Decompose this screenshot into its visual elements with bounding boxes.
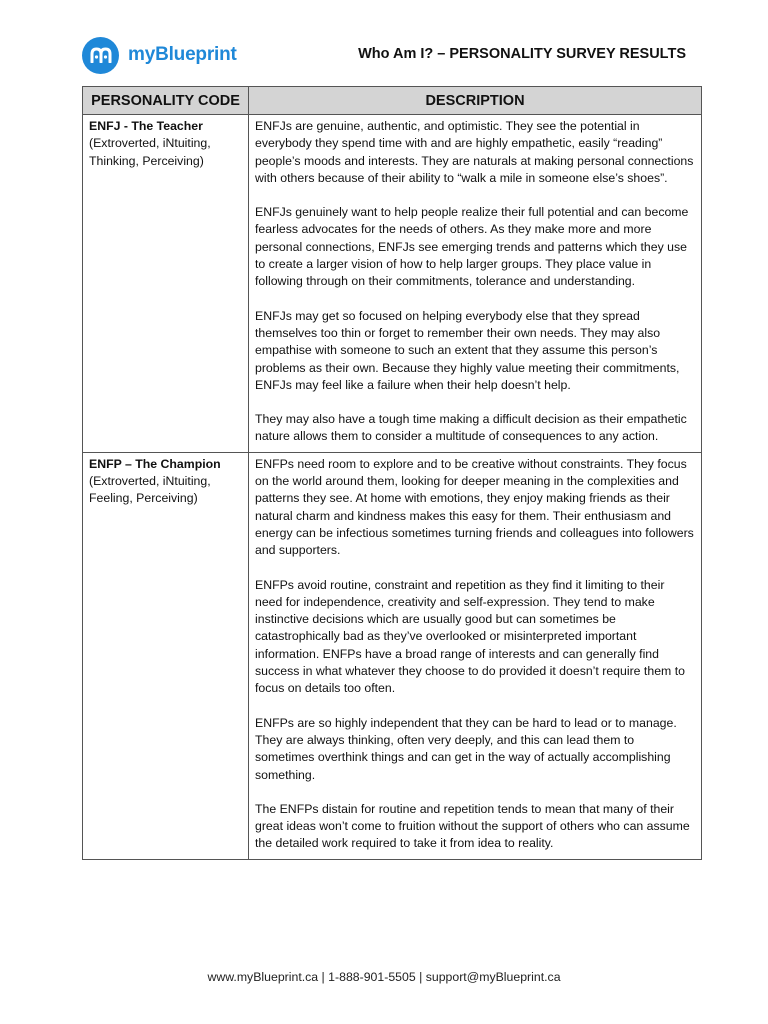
brand-name	[128, 44, 237, 66]
description-paragraph: ENFJs may get so focused on helping everybody else that they spread themselves too thin or forget to remember their own needs. They may also empathise with someone to such an extent that they assume this person’s problems as their own. Because they highly value meeting their commitments, ENFJs may feel like a failure when their help doesn’t help.	[255, 308, 680, 392]
brand-name-suffix: Blueprint	[155, 44, 237, 65]
brand-name-prefix: my	[128, 44, 156, 65]
personality-code: ENFJ - The Teacher	[89, 119, 203, 133]
description-paragraph: They may also have a tough time making a difficult decision as their empathetic nature allows them to consider a multitude of consequences to any action.	[255, 412, 687, 444]
page-header	[0, 0, 768, 86]
personality-code: ENFP – The Champion	[89, 456, 221, 471]
description-paragraph: The ENFPs distain for routine and repetition tends to mean that many of their great ideas won’t come to fruition without the support of others who can assume the detailed work required to take it from idea to reality.	[255, 801, 690, 851]
personality-traits: (Extroverted, iNtuiting, Thinking, Perceiving)	[89, 136, 211, 168]
description-cell	[249, 452, 702, 859]
personality-code-cell	[83, 115, 249, 453]
description-paragraph: ENFJs genuinely want to help people realize their full potential and can become fearless advocates for the needs of others. As they make more and more personal connections, ENFJs see emerging trends and patterns which they use to create a larger vision of how to help larger groups. They place value in following through on their commitments, tolerance and understanding.	[255, 205, 689, 289]
column-header-code: PERSONALITY CODE	[83, 87, 249, 115]
personality-code-cell	[83, 452, 249, 859]
table-row	[83, 452, 702, 859]
page-footer: www.myBlueprint.ca | 1-888-901-5505 | support@myBlueprint.ca	[207, 970, 561, 984]
table-header-row	[83, 87, 702, 115]
document-title: Who Am I? – PERSONALITY SURVEY RESULTS	[358, 46, 686, 62]
description-paragraph: ENFJs are genuine, authentic, and optimistic. They see the potential in everybody they spend time with and are highly empathetic, easily “reading” people’s moods and interests. They are naturals at making personal connections with others because of their ability to “walk a mile in someone else’s shoes”.	[255, 119, 694, 185]
description-paragraph: ENFPs avoid routine, constraint and repetition as they find it limiting to their need for independence, creativity and self-expression. They tend to make instinctive decisions which are usually good but can sometimes be catastrophically bad as they’ve overlooked or misinterpreted important information. ENFPs have a broad range of interests and can generally find success in what whatever they choose to do provided it doesn’t require them to focus on details too often.	[255, 577, 685, 696]
myblueprint-logo-icon	[82, 37, 119, 74]
description-paragraph: ENFPs are so highly independent that they can be hard to lead or to manage. They are always thinking, often very deeply, and this can lead them to sometimes overthink things and can get in the way of actually accomplishing something.	[255, 715, 677, 782]
myblueprint-logo	[82, 35, 237, 75]
column-header-description: DESCRIPTION	[249, 87, 702, 115]
personality-results-table	[82, 86, 702, 860]
personality-traits: (Extroverted, iNtuiting, Feeling, Perceiving)	[89, 474, 211, 506]
description-cell	[249, 115, 702, 453]
description-paragraph: ENFPs need room to explore and to be creative without constraints. They focus on the world around them, looking for deeper meaning in the complexities and patterns they see. At home with emotions, they enjoy making friends as their natural charm and kindness makes this easy for them. Their enthusiasm and energy can be infectious sometimes turning friends and colleagues into followers and supporters.	[255, 456, 694, 558]
table-row	[83, 115, 702, 453]
